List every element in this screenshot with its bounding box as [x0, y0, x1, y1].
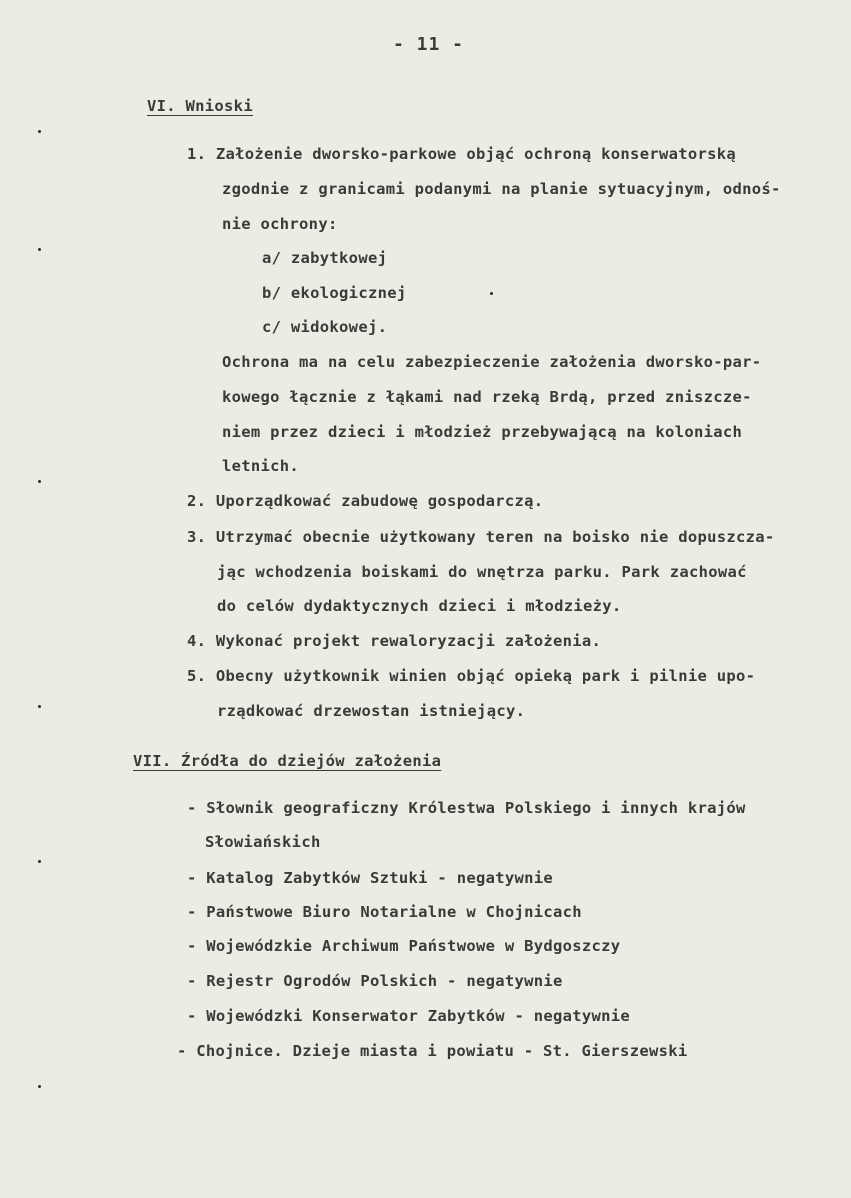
- note-line-3: niem przez dzieci i młodzież przebywającą na koloniach: [222, 423, 743, 441]
- item-3-line-3: do celów dydaktycznych dzieci i młodzieży.: [217, 597, 622, 615]
- section-heading-sources: VII. Źródła do dziejów założenia: [133, 752, 442, 770]
- subitem-c: c/ widokowej.: [262, 318, 388, 336]
- item-1-line-3: nie ochrony:: [222, 215, 338, 233]
- margin-speck: [38, 860, 41, 863]
- note-line-4: letnich.: [222, 457, 300, 475]
- source-item-1: - Słownik geograficzny Królestwa Polskiego i innych krajów: [187, 799, 746, 817]
- note-line-2: kowego łącznie z łąkami nad rzeką Brdą, przed zniszcze-: [222, 388, 752, 406]
- item-1-line-2: zgodnie z granicami podanymi na planie sytuacyjnym, odnoś-: [222, 180, 781, 198]
- margin-speck: [38, 130, 41, 133]
- page-number: - 11 -: [393, 34, 465, 55]
- item-2-line-1: 2. Uporządkować zabudowę gospodarczą.: [187, 492, 544, 510]
- source-item-5: - Rejestr Ogrodów Polskich - negatywnie: [187, 972, 563, 990]
- item-3-line-2: jąc wchodzenia boiskami do wnętrza parku. Park zachować: [217, 563, 747, 581]
- paper-speck: [490, 292, 493, 295]
- margin-speck: [38, 480, 41, 483]
- section-heading-conclusions: VI. Wnioski: [147, 97, 253, 115]
- source-item-7: - Chojnice. Dzieje miasta i powiatu - St. Gierszewski: [177, 1042, 688, 1060]
- item-5-line-1: 5. Obecny użytkownik winien objąć opieką park i pilnie upo-: [187, 667, 756, 685]
- source-item-3: - Państwowe Biuro Notarialne w Chojnicach: [187, 903, 582, 921]
- margin-speck: [38, 1085, 41, 1088]
- margin-speck: [38, 705, 41, 708]
- source-item-4: - Wojewódzkie Archiwum Państwowe w Bydgoszczy: [187, 937, 621, 955]
- item-5-line-2: rządkować drzewostan istniejący.: [217, 702, 526, 720]
- item-1-line-1: 1. Założenie dworsko-parkowe objąć ochroną konserwatorską: [187, 145, 737, 163]
- item-4-line-1: 4. Wykonać projekt rewaloryzacji założenia.: [187, 632, 602, 650]
- source-item-6: - Wojewódzki Konserwator Zabytków - negatywnie: [187, 1007, 631, 1025]
- note-line-1: Ochrona ma na celu zabezpieczenie założenia dworsko-par-: [222, 353, 762, 371]
- margin-speck: [38, 248, 41, 251]
- item-3-line-1: 3. Utrzymać obecnie użytkowany teren na boisko nie dopuszcza-: [187, 528, 775, 546]
- subitem-b: b/ ekologicznej: [262, 284, 407, 302]
- subitem-a: a/ zabytkowej: [262, 249, 388, 267]
- source-item-1-continued: Słowiańskich: [205, 833, 321, 851]
- source-item-2: - Katalog Zabytków Sztuki - negatywnie: [187, 869, 554, 887]
